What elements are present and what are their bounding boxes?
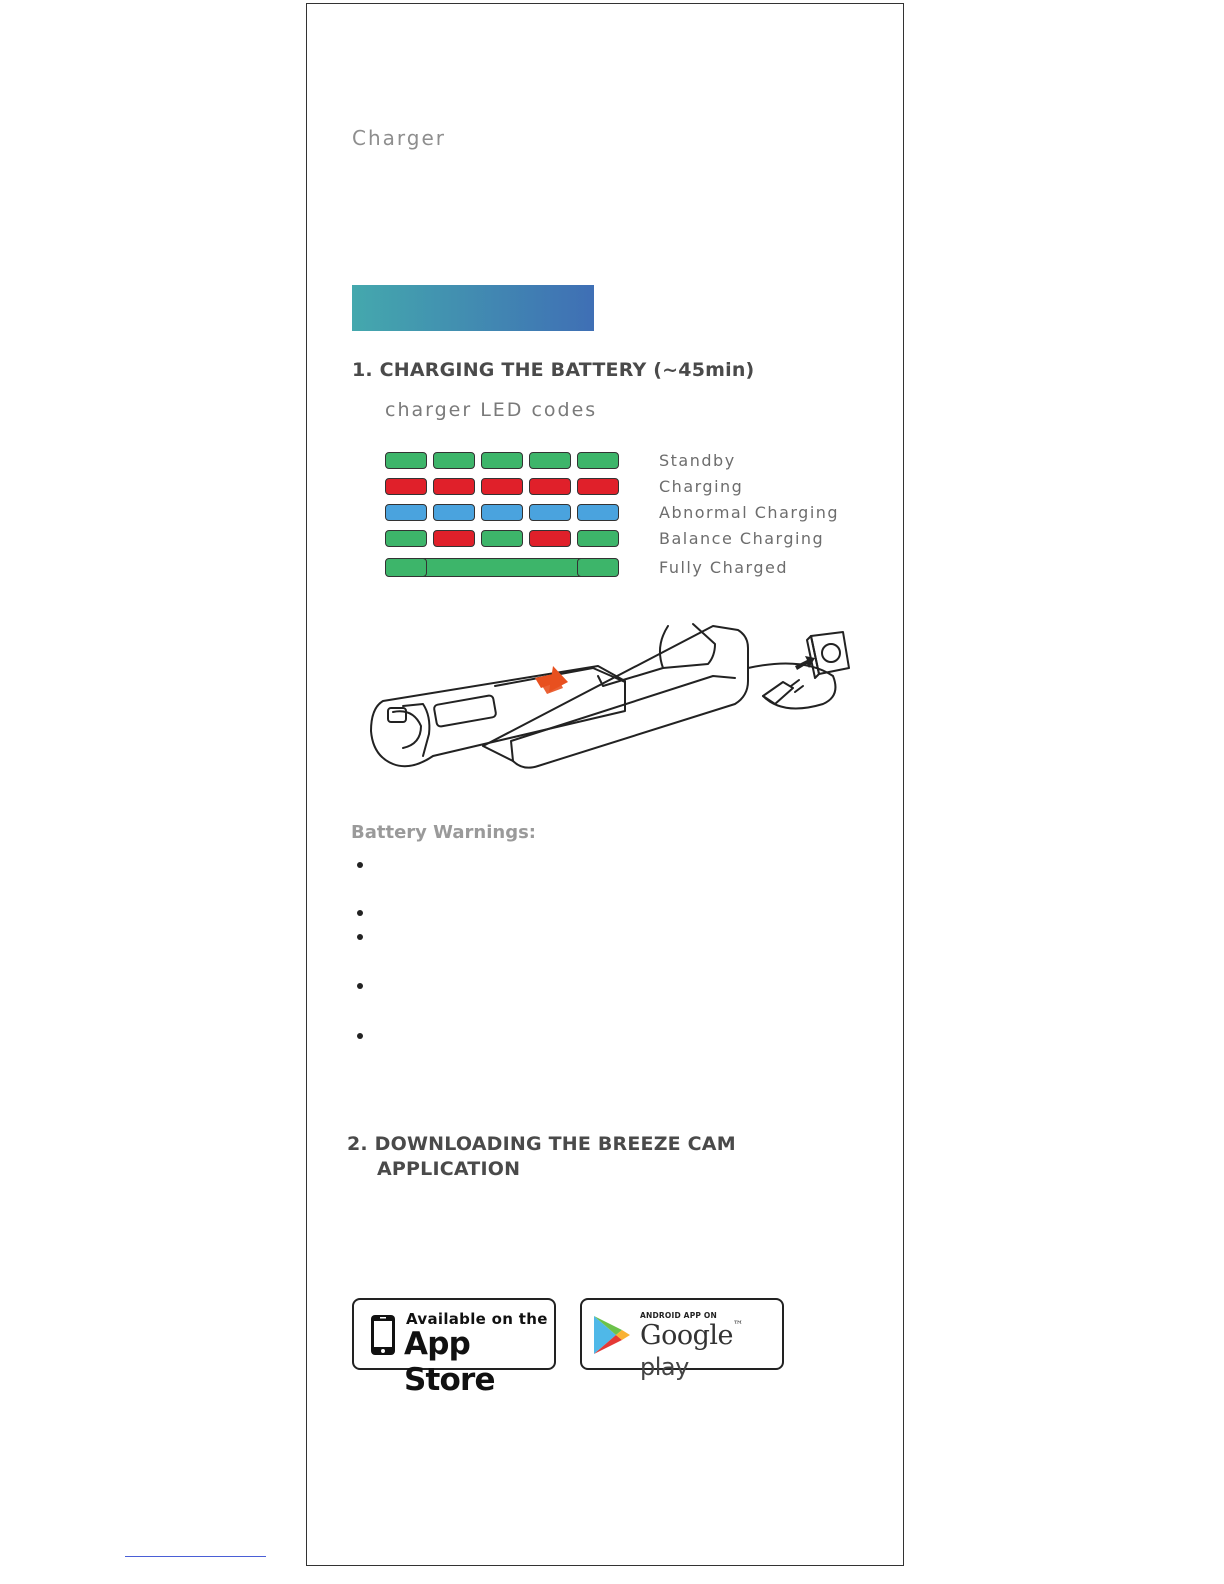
google-play-icon <box>592 1314 632 1356</box>
app-store-badge[interactable] <box>352 1298 556 1398</box>
iphone-icon <box>370 1314 396 1356</box>
led-light <box>577 478 619 495</box>
led-light <box>433 478 475 495</box>
led-full-bar <box>385 558 619 577</box>
led-label-fully-charged: Fully Charged <box>659 558 788 577</box>
led-light <box>529 478 571 495</box>
led-light <box>529 504 571 521</box>
led-light <box>481 504 523 521</box>
led-light <box>577 452 619 469</box>
led-light <box>577 504 619 521</box>
led-light <box>433 504 475 521</box>
section-banner <box>352 285 594 331</box>
led-light <box>481 530 523 547</box>
download-heading <box>347 1132 736 1182</box>
warning-bullet <box>357 934 363 940</box>
led-label-abnormal: Abnormal Charging <box>659 503 840 522</box>
warnings-title: Battery Warnings: <box>351 822 536 843</box>
charger-illustration <box>363 616 853 792</box>
warning-bullet <box>357 983 363 989</box>
led-label-standby: Standby <box>659 451 736 470</box>
led-light <box>433 452 475 469</box>
led-light <box>577 530 619 547</box>
app-store-big-text: App Store <box>404 1326 495 1398</box>
footer-link-underline[interactable] <box>125 1556 266 1557</box>
led-light <box>385 558 427 577</box>
play-word: play <box>640 1353 689 1381</box>
warning-bullet <box>357 1033 363 1039</box>
download-heading-line1: 2. DOWNLOADING THE BREEZE CAM <box>347 1133 736 1155</box>
google-word: Google <box>640 1320 733 1351</box>
led-light <box>385 530 427 547</box>
download-heading-line2: APPLICATION <box>377 1158 521 1180</box>
led-codes-label: charger LED codes <box>385 399 598 421</box>
app-store-small-text: Available on the <box>406 1310 548 1328</box>
led-light <box>577 558 619 577</box>
led-light <box>385 504 427 521</box>
led-light <box>481 478 523 495</box>
led-light <box>529 452 571 469</box>
warning-bullet <box>357 862 363 868</box>
led-label-balance: Balance Charging <box>659 529 825 548</box>
led-label-charging: Charging <box>659 477 744 496</box>
manual-page <box>306 3 904 1566</box>
warning-bullet <box>357 910 363 916</box>
led-light <box>481 452 523 469</box>
google-play-small-text: ANDROID APP ON <box>640 1311 717 1320</box>
google-play-big-text <box>640 1320 782 1382</box>
led-light <box>385 478 427 495</box>
section-title: Charger <box>352 126 446 150</box>
led-light <box>385 452 427 469</box>
led-light <box>529 530 571 547</box>
charger-base <box>483 626 748 768</box>
led-light <box>433 530 475 547</box>
charging-heading: 1. CHARGING THE BATTERY (~45min) <box>352 359 755 381</box>
google-play-badge[interactable] <box>580 1298 784 1381</box>
trademark-mark: ™ <box>732 1320 743 1331</box>
insert-arrow-icon <box>535 666 568 694</box>
